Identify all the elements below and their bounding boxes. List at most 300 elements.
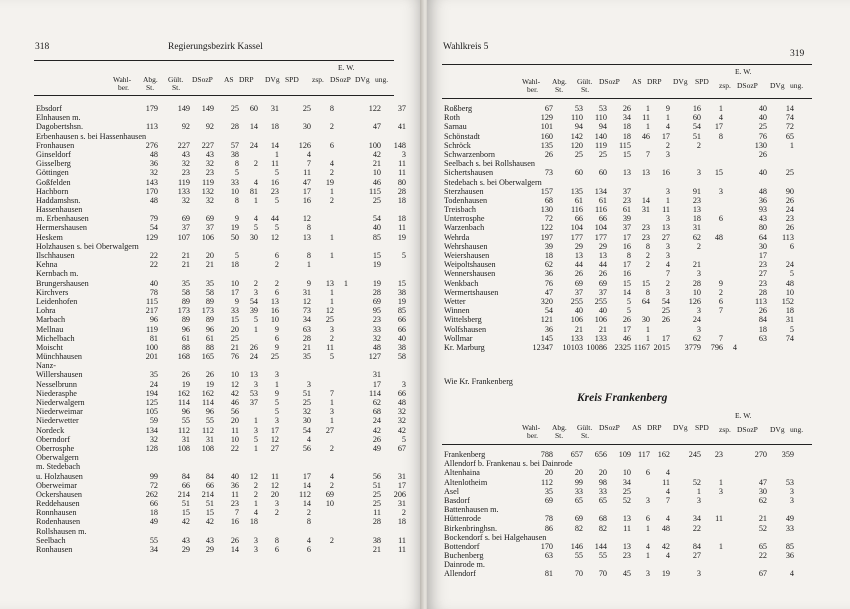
cell-value: 133 [594, 333, 607, 343]
cell-value: 143 [145, 177, 158, 187]
cell-value: 173 [177, 306, 190, 316]
place-name: Nanz- [36, 361, 57, 371]
col-ew-2: E. W. [735, 411, 752, 420]
cell-value: 43 [181, 149, 190, 159]
place-name: Asel [444, 486, 460, 496]
cell-value: 37 [397, 104, 406, 113]
cell-value: 113 [782, 232, 794, 242]
cell-value: 3 [789, 495, 794, 505]
cell-value: 177 [570, 232, 583, 242]
cell-value: 5 [253, 223, 258, 233]
cell-value: 148 [393, 140, 406, 150]
cell-value: 38 [230, 149, 239, 159]
table-row [36, 232, 406, 242]
table-row [444, 569, 812, 578]
cell-value: 68 [598, 514, 607, 524]
cell-value: 90 [785, 186, 794, 196]
cell-value: 84 [205, 471, 214, 481]
cell-value: 13 [661, 223, 670, 233]
place-name: Kirchvers [36, 287, 69, 297]
cell-value: 26 [181, 370, 190, 380]
cell-value: 4 [665, 260, 670, 270]
cell-value: 96 [205, 407, 214, 417]
cell-value: 53 [598, 104, 607, 113]
cell-value: 657 [570, 450, 583, 459]
place-name: Seelbach s. bei Rollshausen [444, 159, 535, 169]
table-row [444, 505, 812, 514]
cell-value: 5 [789, 324, 794, 334]
cell-value: 3779 [684, 342, 701, 352]
cell-value: 276 [145, 140, 158, 150]
cell-value: 10 [230, 370, 239, 380]
cell-value: 27 [661, 232, 670, 242]
cell-value: 36 [785, 551, 794, 561]
cell-value: 245 [688, 450, 701, 459]
table-row [444, 159, 812, 168]
cell-value: 7 [234, 508, 239, 518]
cell-value: 61 [574, 195, 583, 205]
cell-value: 32 [397, 416, 406, 426]
cell-value: 8 [645, 287, 650, 297]
cell-value: 135 [570, 186, 583, 196]
cell-value: 101 [540, 122, 553, 132]
table-row [36, 315, 406, 325]
place-name: Kehna [36, 260, 58, 270]
cell-value: 1 [329, 186, 334, 196]
cell-value: 3 [253, 425, 258, 435]
cell-value: 26 [205, 370, 214, 380]
cell-value: 104 [594, 223, 607, 233]
table-row [36, 324, 406, 334]
table-row [444, 233, 812, 242]
cell-value: 63 [302, 324, 311, 334]
table-row [36, 434, 406, 444]
table-row [36, 223, 406, 233]
cell-value: 32 [181, 159, 190, 169]
cell-value: 126 [688, 296, 701, 306]
cell-value: 40 [758, 113, 767, 123]
cell-value: 69 [574, 514, 583, 524]
table-row [444, 459, 812, 468]
cell-value: 70 [574, 569, 583, 579]
cell-value: 18 [397, 214, 406, 224]
cell-value: 21 [205, 260, 214, 270]
cell-value: 9 [234, 296, 239, 306]
place-name: Winnen [444, 306, 470, 316]
cell-value: 112 [178, 425, 190, 435]
cell-value: 54 [544, 306, 553, 316]
cell-value: 84 [181, 471, 190, 481]
place-name: Mellnau [36, 324, 64, 334]
cell-value: 73 [544, 168, 553, 178]
table-row [36, 527, 398, 536]
cell-value: 55 [598, 551, 607, 561]
cell-value: 5 [234, 168, 239, 178]
cell-value: 99 [149, 471, 158, 481]
cell-value: 17 [372, 379, 381, 389]
cell-value: 54 [372, 214, 381, 224]
cell-value: 7 [645, 149, 650, 159]
cell-value: 37 [622, 186, 631, 196]
place-name: Buchenberg [444, 551, 484, 561]
cell-value: 5 [789, 269, 794, 279]
cell-value: 78 [149, 287, 158, 297]
place-name: Elnhausen m. [36, 113, 81, 123]
cell-value: 12 [270, 480, 279, 490]
running-header: Wahlkreis 5 [443, 42, 489, 52]
cell-value: 5 [626, 296, 631, 306]
cell-value: 110 [571, 113, 583, 123]
cell-value: 68 [372, 407, 381, 417]
cell-value: 23 [758, 278, 767, 288]
cell-value: 1 [343, 278, 348, 288]
col-spd-2: SPD [695, 423, 709, 432]
cell-value: 1 [329, 296, 334, 306]
cell-value: 10086 [586, 342, 607, 352]
col-drp-2: DRP [647, 423, 662, 432]
cell-value: 9 [306, 278, 311, 288]
cell-value: 17 [758, 251, 767, 260]
cell-value: 52 [758, 523, 767, 533]
cell-value: 8 [234, 159, 239, 169]
cell-value: 40 [149, 278, 158, 288]
cell-value: 8 [329, 104, 334, 113]
place-name: u. Holzhausen [36, 471, 83, 481]
cell-value: 2 [329, 333, 334, 343]
table-row [444, 343, 812, 352]
table-row [36, 462, 398, 471]
cell-value: 130 [540, 205, 553, 215]
cell-value: 2 [696, 241, 701, 251]
cell-value: 88 [181, 342, 190, 352]
cell-value: 35 [149, 370, 158, 380]
table-row [36, 214, 406, 224]
cell-value: 8 [645, 241, 650, 251]
cell-value: 52 [692, 477, 701, 487]
cell-value: 177 [594, 232, 607, 242]
cell-value: 26 [758, 149, 767, 159]
cell-value: 80 [758, 223, 767, 233]
place-name: Altenhaina [444, 468, 480, 478]
cell-value: 21 [574, 324, 583, 334]
cell-value: 39 [544, 241, 553, 251]
cell-value: 27 [325, 425, 334, 435]
cell-value: 2 [718, 287, 723, 297]
cell-value: 44 [574, 260, 583, 270]
left-page [0, 0, 424, 609]
cell-value: 89 [181, 296, 190, 306]
col-ung: ung. [790, 81, 804, 90]
cell-value: 201 [145, 352, 158, 362]
cell-value: 8 [306, 517, 311, 527]
place-name: Michelbach [36, 333, 75, 343]
cell-value: 10103 [562, 342, 583, 352]
cell-value: 1 [789, 140, 794, 150]
cell-value: 30 [758, 241, 767, 251]
table-row [36, 333, 406, 343]
cell-value: 36 [758, 195, 767, 205]
cell-value: 162 [657, 450, 670, 459]
place-name: Kr. Marburg [444, 342, 485, 352]
cell-value: 14 [785, 104, 794, 113]
left-table [36, 104, 406, 554]
cell-value: 3 [718, 186, 723, 196]
cell-value: 80 [397, 177, 406, 187]
cell-value: 18 [397, 517, 406, 527]
cell-value: 56 [372, 471, 381, 481]
cell-value: 89 [181, 315, 190, 325]
cell-value: 197 [540, 232, 553, 242]
cell-value: 35 [181, 278, 190, 288]
table-note: Wie Kr. Frankenberg [444, 377, 513, 386]
cell-value: 26 [372, 434, 381, 444]
place-name: Hermershausen [36, 223, 87, 233]
cell-value: 46 [372, 177, 381, 187]
table-row [444, 551, 812, 560]
cell-value: 2 [253, 489, 258, 499]
place-name: Ilschhausen [36, 251, 75, 260]
cell-value: 227 [201, 140, 214, 150]
place-name: Wehrshausen [444, 241, 488, 251]
table-row [36, 251, 406, 260]
cell-value: 24 [785, 205, 794, 215]
cell-value: 41 [397, 122, 406, 132]
cell-value: 9 [665, 104, 670, 113]
cell-value: 5 [234, 251, 239, 260]
cell-value: 92 [205, 122, 214, 132]
cell-value: 1 [645, 551, 650, 561]
cell-value: 12 [270, 434, 279, 444]
col-abg: Abg. [143, 75, 158, 84]
cell-value: 30 [641, 315, 650, 325]
place-name: Haddamshsn. [36, 195, 81, 205]
cell-value: 25 [302, 104, 311, 113]
col-ew: E. W. [735, 67, 752, 76]
cell-value: 165 [201, 352, 214, 362]
cell-value: 112 [202, 425, 214, 435]
place-name: Wollmar [444, 333, 473, 343]
cell-value: 270 [754, 450, 767, 459]
cell-value: 66 [149, 499, 158, 509]
cell-value: 27 [758, 269, 767, 279]
cell-value: 149 [177, 104, 190, 113]
cell-value: 63 [544, 551, 553, 561]
cell-value: 2015 [653, 342, 670, 352]
cell-value: 25 [598, 149, 607, 159]
cell-value: 255 [570, 296, 583, 306]
cell-value: 36 [230, 480, 239, 490]
cell-value: 3 [253, 379, 258, 389]
cell-value: 2 [665, 278, 670, 288]
table-row [36, 379, 406, 389]
cell-value: 32 [205, 195, 214, 205]
cell-value: 53 [785, 477, 794, 487]
place-name: Göttingen [36, 168, 69, 178]
cell-value: 15 [230, 315, 239, 325]
cell-value: 51 [372, 480, 381, 490]
cell-value: 115 [146, 296, 158, 306]
cell-value: 53 [574, 104, 583, 113]
cell-value: 4 [665, 468, 670, 478]
cell-value: 39 [249, 306, 258, 316]
cell-value: 29 [181, 545, 190, 554]
table-row [444, 334, 812, 343]
cell-value: 31 [397, 499, 406, 509]
place-name: Allendorf [444, 569, 476, 579]
cell-value: 656 [594, 450, 607, 459]
cell-value: 19 [397, 232, 406, 242]
table-row [444, 279, 812, 288]
place-name: Wolfshausen [444, 324, 487, 334]
col-ew: E. W. [338, 63, 355, 72]
cell-value: 1 [645, 324, 650, 334]
cell-value: 96 [205, 324, 214, 334]
cell-value: 25 [622, 486, 631, 496]
cell-value: 45 [622, 569, 631, 579]
col-st2-2: St. [581, 431, 590, 440]
place-name: Hachborn [36, 186, 69, 196]
cell-value: 33 [372, 324, 381, 334]
place-name: Todenhausen [444, 195, 488, 205]
cell-value: 10 [692, 287, 701, 297]
cell-value: 6 [274, 287, 279, 297]
col-dsozp2: DSozP [330, 75, 351, 84]
cell-value: 1 [665, 113, 670, 123]
table-row [444, 468, 812, 477]
cell-value: 43 [205, 149, 214, 159]
cell-value: 110 [595, 113, 607, 123]
cell-value: 2325 [614, 342, 631, 352]
place-name: m. Erbenhausen [36, 214, 89, 224]
table-row [444, 104, 812, 113]
place-name: Weiershausen [444, 251, 490, 260]
cell-value: 55 [574, 551, 583, 561]
cell-value: 22 [149, 251, 158, 260]
cell-value: 1 [329, 398, 334, 407]
cell-value: 34 [692, 514, 701, 524]
cell-value: 61 [205, 333, 214, 343]
cell-value: 85 [785, 541, 794, 551]
table-row [36, 508, 406, 518]
cell-value: 4 [665, 551, 670, 561]
cell-value: 17 [302, 186, 311, 196]
cell-value: 14 [249, 122, 258, 132]
cell-value: 37 [598, 287, 607, 297]
table-row [36, 489, 406, 499]
table-row [444, 560, 812, 569]
cell-value: 194 [145, 388, 158, 398]
cell-value: 37 [249, 398, 258, 407]
place-name: Warzenbach [444, 223, 485, 233]
place-name: Weipoltshausen [444, 260, 496, 270]
cell-value: 11 [398, 223, 406, 233]
cell-value: 160 [540, 131, 553, 141]
cell-value: 20 [544, 468, 553, 478]
place-name: Ebsdorf [36, 104, 62, 113]
cell-value: 10 [230, 434, 239, 444]
header-rule [34, 60, 394, 61]
cell-value: 81 [249, 186, 258, 196]
cell-value: 10 [622, 468, 631, 478]
cell-value: 25 [785, 168, 794, 178]
cell-value: 14 [302, 480, 311, 490]
place-name: Wermertshausen [444, 287, 499, 297]
cell-value: 106 [570, 315, 583, 325]
table-row [444, 132, 812, 141]
cell-value: 23 [205, 168, 214, 178]
cell-value: 1 [253, 499, 258, 509]
cell-value: 4 [645, 541, 650, 551]
cell-value: 1 [696, 486, 701, 496]
place-name: Marbach [36, 315, 66, 325]
cell-value: 60 [249, 104, 258, 113]
cell-value: 29 [598, 241, 607, 251]
cell-value: 5 [253, 434, 258, 444]
col-dvg2: DVg [770, 81, 785, 90]
page-number: 319 [790, 49, 805, 59]
cell-value: 33 [230, 177, 239, 187]
cell-value: 69 [325, 489, 334, 499]
place-name: Holzhausen s. bei Oberwalgern [36, 241, 139, 251]
cell-value: 34 [622, 477, 631, 487]
place-name: Ginseldorf [36, 149, 72, 159]
cell-value: 42 [372, 425, 381, 435]
cell-value: 1 [253, 195, 258, 205]
cell-value: 3 [401, 379, 406, 389]
right-page [427, 0, 850, 609]
cell-value: 3 [665, 251, 670, 260]
table-row [444, 306, 812, 315]
cell-value: 11 [398, 168, 406, 178]
cell-value: 4 [665, 514, 670, 524]
cell-value: 25 [302, 398, 311, 407]
cell-value: 64 [641, 296, 650, 306]
cell-value: 170 [540, 541, 553, 551]
cell-value: 11 [271, 471, 279, 481]
cell-value: 21 [181, 251, 190, 260]
cell-value: 17 [661, 333, 670, 343]
place-name: Wittelsberg [444, 315, 482, 325]
table-row [444, 196, 812, 205]
place-name: Goßfelden [36, 177, 71, 187]
cell-value: 13 [692, 205, 701, 215]
cell-value: 17 [622, 232, 631, 242]
cell-value: 115 [369, 186, 381, 196]
cell-value: 2 [274, 260, 279, 270]
cell-value: 3 [718, 486, 723, 496]
cell-value: 17 [270, 425, 279, 435]
cell-value: 20 [230, 324, 239, 334]
cell-value: 7 [329, 388, 334, 398]
cell-value: 15 [641, 278, 650, 288]
place-name: Schröck [444, 140, 471, 150]
cell-value: 40 [758, 104, 767, 113]
cell-value: 130 [754, 140, 767, 150]
cell-value: 9 [274, 324, 279, 334]
cell-value: 3 [274, 416, 279, 426]
cell-value: 70 [598, 569, 607, 579]
cell-value: 79 [149, 214, 158, 224]
place-name: Willershausen [36, 370, 83, 380]
cell-value: 21 [598, 324, 607, 334]
cell-value: 36 [544, 324, 553, 334]
cell-value: 1 [274, 149, 279, 159]
cell-value: 82 [598, 523, 607, 533]
col-wahl-2: Wahl- [522, 423, 541, 432]
cell-value: 1 [665, 195, 670, 205]
cell-value: 6 [274, 545, 279, 554]
cell-value: 142 [570, 131, 583, 141]
